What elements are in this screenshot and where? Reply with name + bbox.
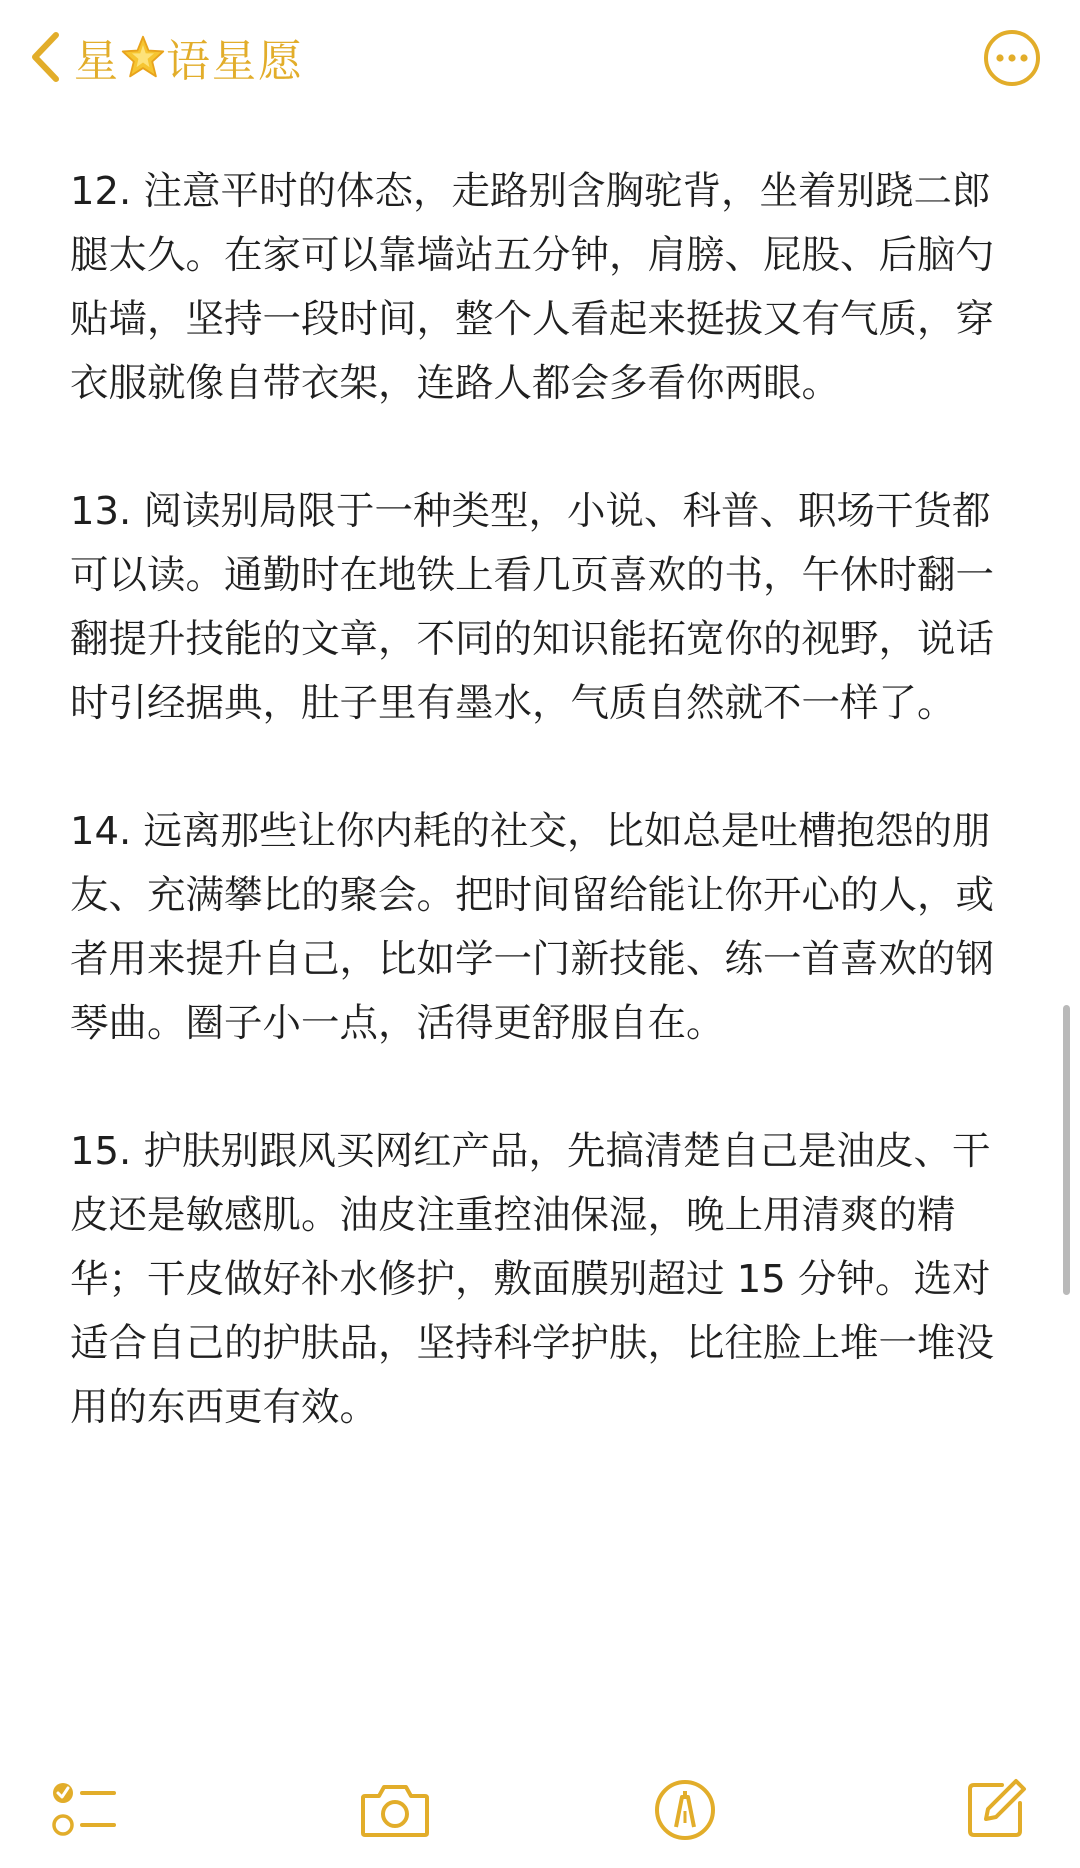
note-paragraph-14: 14. 远离那些让你内耗的社交，比如总是吐槽抱怨的朋友、充满攀比的聚会。把时间留给能让你开心的人，或者用来提升自己，比如学一门新技能、练一首喜欢的钢琴曲。圈子小一点，活得更舒服自在。 (70, 809, 995, 1046)
more-options-icon[interactable] (982, 28, 1042, 88)
nav-bar (0, 0, 1080, 120)
chevron-left-icon (30, 31, 60, 83)
back-label-part2: 语星愿 (166, 36, 304, 87)
star-icon (120, 34, 166, 80)
note-paragraph-13: 13. 阅读别局限于一种类型，小说、科普、职场干货都可以读。通勤时在地铁上看几页喜欢的书，午休时翻一翻提升技能的文章，不同的知识能拓宽你的视野，说话时引经据典，肚子里有墨水，气质自然就不一样了。 (70, 489, 995, 726)
back-label (74, 25, 304, 89)
note-content[interactable] (70, 160, 1010, 1504)
scroll-indicator[interactable] (1063, 1005, 1070, 1295)
back-button[interactable] (30, 22, 304, 92)
markup-button[interactable] (645, 1770, 725, 1850)
compose-button[interactable] (955, 1770, 1035, 1850)
camera-button[interactable] (355, 1770, 435, 1850)
note-paragraph-12: 12. 注意平时的体态，走路别含胸驼背，坐着别跷二郎腿太久。在家可以靠墙站五分钟，肩膀、屁股、后脑勺贴墙，坚持一段时间，整个人看起来挺拔又有气质，穿衣服就像自带衣架，连路人都会多看你两眼。 (70, 169, 995, 406)
checklist-button[interactable] (45, 1770, 125, 1850)
checklist-icon (50, 1777, 120, 1843)
bottom-toolbar (0, 1770, 1080, 1860)
compose-icon (962, 1777, 1028, 1843)
markup-pen-icon (652, 1777, 718, 1843)
note-paragraph-15: 15. 护肤别跟风买网红产品，先搞清楚自己是油皮、干皮还是敏感肌。油皮注重控油保湿，晚上用清爽的精华；干皮做好补水修护，敷面膜别超过 15 分钟。选对适合自己的护肤品，坚持科学护肤，比往脸上堆一堆没用的东西更有效。 (70, 1129, 995, 1430)
camera-icon (359, 1780, 431, 1840)
back-label-part1: 星 (74, 36, 120, 87)
